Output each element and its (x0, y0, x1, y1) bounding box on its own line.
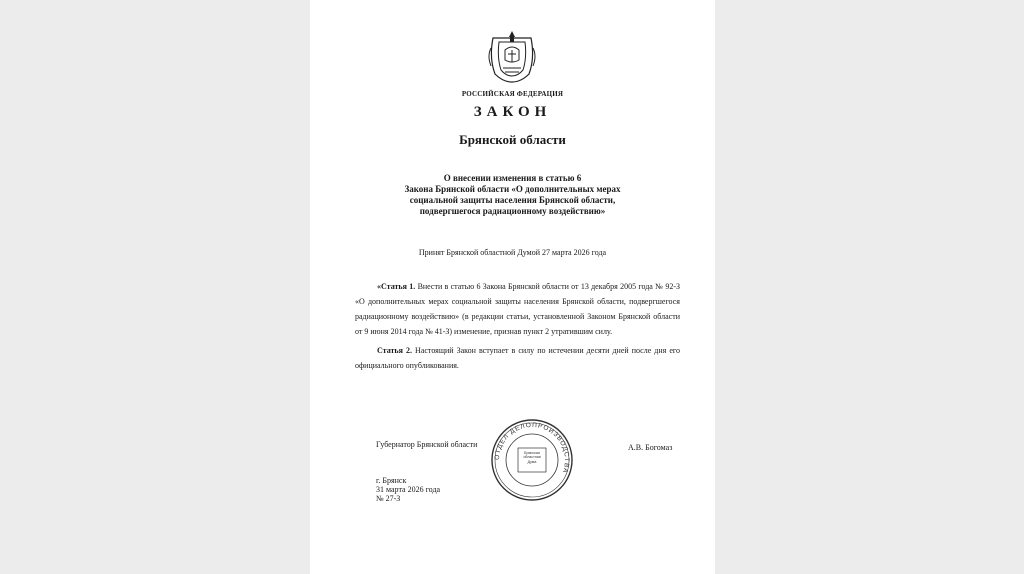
document-page (310, 0, 715, 574)
article-2-label: Статья 2. (377, 346, 413, 355)
coat-of-arms-icon (485, 28, 539, 84)
official-stamp-icon (490, 418, 574, 502)
article-1 (355, 279, 680, 339)
signing-details (376, 476, 440, 503)
adoption-note: Принят Брянской областной Думой 27 марта 2026 года (418, 248, 607, 257)
article-2 (355, 343, 680, 373)
article-2-text: Настоящий Закон вступает в силу по истечении десяти дней после дня его официального опубликования. (355, 346, 680, 370)
signing-place: г. Брянск (376, 476, 407, 485)
region-heading: Брянской области (459, 132, 566, 147)
stamp-center-text: Брянская областная Дума (523, 451, 541, 464)
law-number: № 27-З (376, 494, 401, 503)
signing-date: 31 марта 2026 года (376, 485, 441, 494)
law-body (355, 279, 680, 377)
subject-line: О внесении изменения в статью 6 (443, 173, 582, 183)
subject-line: Закона Брянской области «О дополнительных мерах (404, 184, 621, 194)
governor-name: А.В. Богомаз (628, 443, 673, 452)
subject-line: социальной защиты населения Брянской области, (409, 195, 616, 205)
article-1-label: «Статья 1. (377, 282, 416, 291)
country-heading: РОССИЙСКАЯ ФЕДЕРАЦИЯ (461, 90, 564, 98)
stamp-ring-text: ОТДЕЛ ДЕЛОПРОИЗВОДСТВА (493, 421, 571, 475)
law-subject (340, 173, 685, 217)
subject-line: подвергшегося радиационному воздействию» (419, 206, 606, 216)
governor-title: Губернатор Брянской области (376, 440, 478, 449)
document-title: ЗАКОН (473, 104, 552, 120)
article-1-text: Внести в статью 6 Закона Брянской области от 13 декабря 2005 года № 92-З «О дополнительных мерах социальной защиты населения Брянской области, подвергшегося радиационному воздействию» (в редакции статьи, установленной Законом Брянской области от 9 июня 2014 года № 41-З) изменение, признав пункт 2 утратившим силу. (355, 282, 681, 336)
